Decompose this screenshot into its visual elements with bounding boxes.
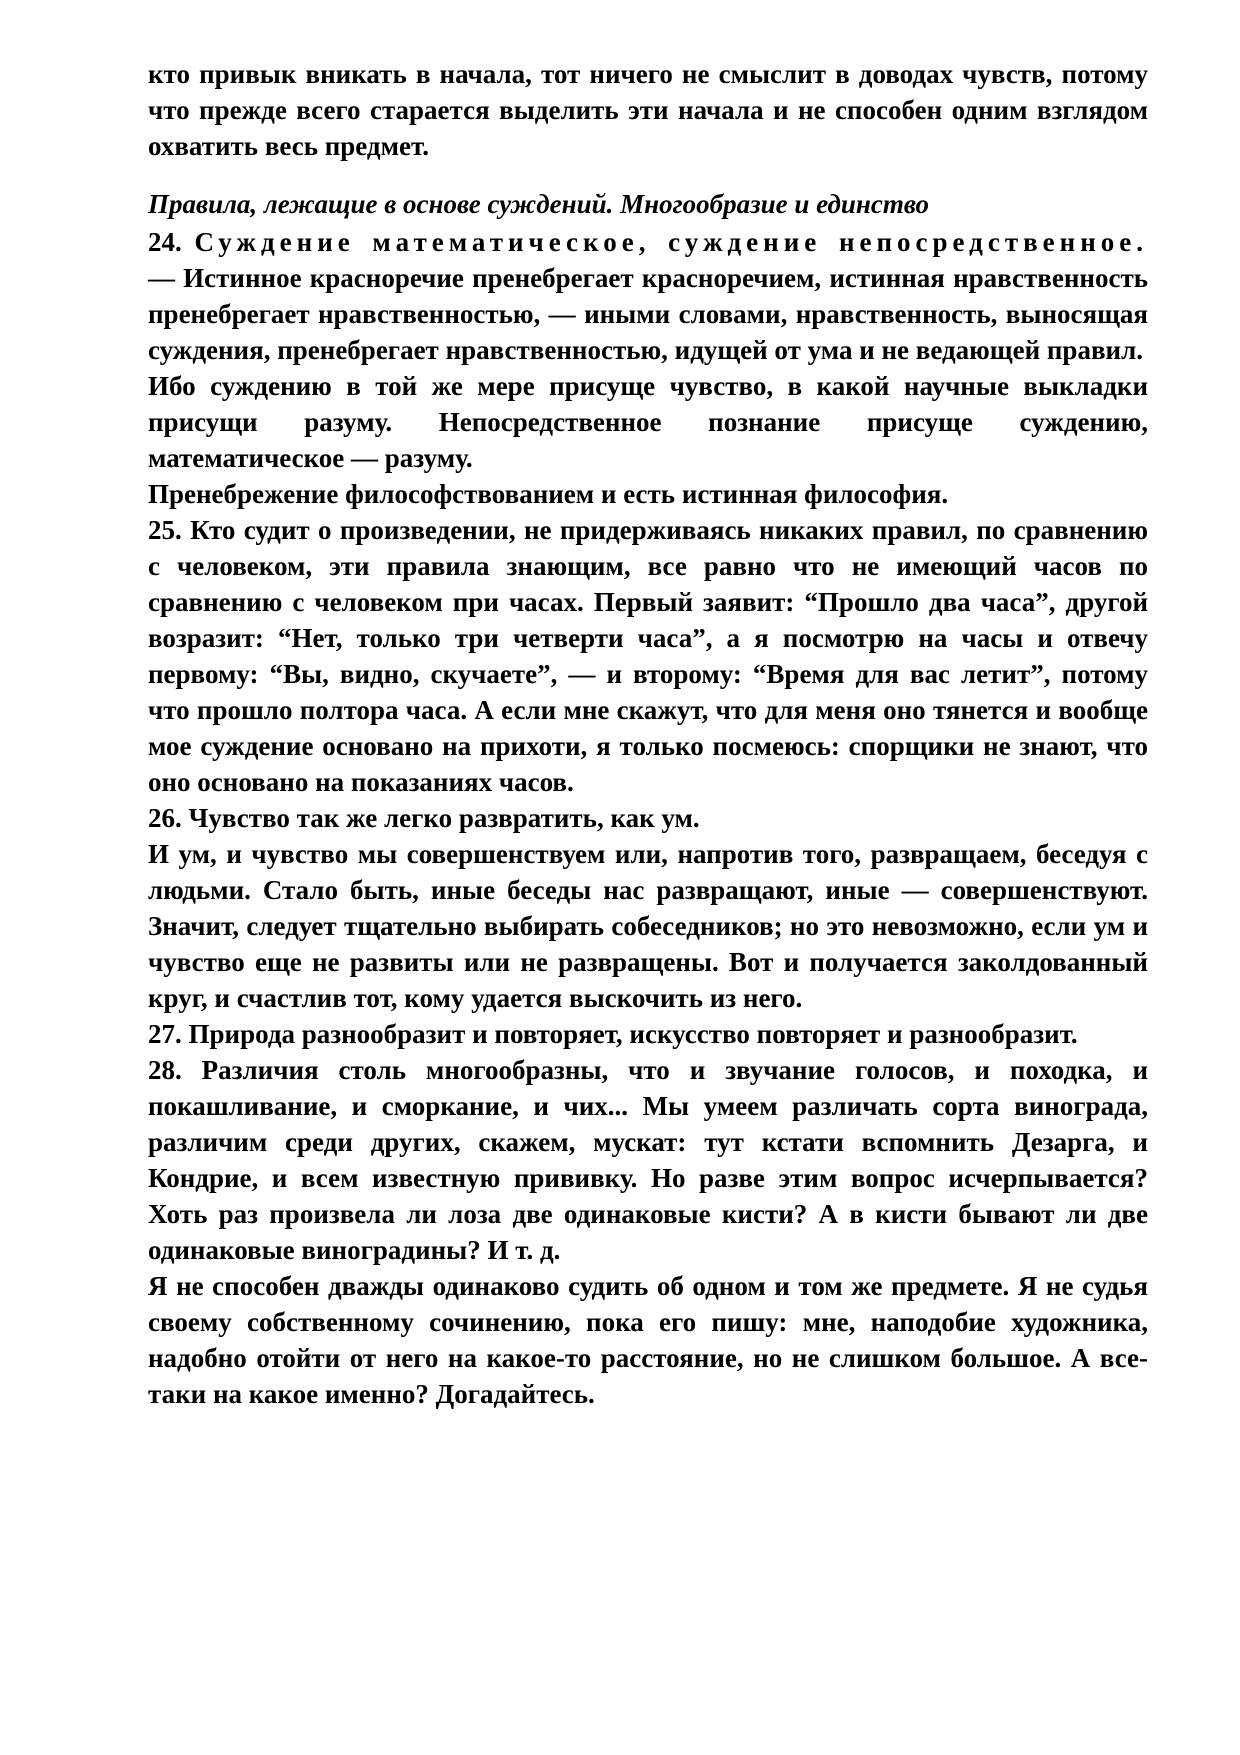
paragraph-27: 27. Природа разнообразит и повторяет, искусство повторяет и разнообразит. [148,1019,1078,1049]
paragraph-24-spaced-term: Суждение математическое, суждение непосредственное. [194,227,1148,257]
paragraph-25: 25. Кто судит о произведении, не придерживаясь никаких правил, по сравнению с человеком, эти правила знающим, все равно что не имеющий часов по сравнению с человеком при часах. Первый заявит: “Прошло два часа”, другой возразит: “Нет, только три четверти часа”, а я посмотрю на часы и отвечу первому: “Вы, видно, скучаете”, — и второму: “Время для вас летит”, потому что прошло полтора часа. А если мне скажут, что для меня оно тянется и вообще мое суждение основано на прихоти, я только посмеюсь: спорщики не знают, что оно основано на показаниях часов. [148,515,1148,797]
paragraph-28-a: 28. Различия столь многообразны, что и звучание голосов, и походка, и покашливание, и сморкание, и чих... Мы умеем различать сорта винограда, различим среди других, скажем, мускат: тут кстати вспомнить Дезарга, и Кондрие, и всем известную прививку. Но разве этим вопрос исчерпывается? Хоть раз произвела ли лоза две одинаковые кисти? А в кисти бывают ли две одинаковые виноградины? И т. д. [148,1055,1148,1265]
paragraph-24-body: — Истинное красноречие пренебрегает красноречием, истинная нравственность пренебрегает нравственностью, — иными словами, нравственность, выносящая суждения, пренебрегает нравственностью, идущей от ума и не ведающей правил. [148,263,1148,365]
paragraph-24-c: Пренебрежение философствованием и есть истинная философия. [148,479,949,509]
paragraph-24 [148,224,1148,368]
section-heading: Правила, лежащие в основе суждений. Многообразие и единство [148,189,930,219]
document-page [148,56,1148,1412]
paragraph-28-b: Я не способен дважды одинаково судить об одном и том же предмете. Я не судья своему собственному сочинению, пока его пишу: мне, наподобие художника, надобно отойти от него на какое-то расстояние, но не слишком большое. А все-таки на какое именно? Догадайтесь. [148,1271,1148,1409]
paragraph-26-b: И ум, и чувство мы совершенствуем или, напротив того, развращаем, беседуя с людьми. Стало быть, иные беседы нас развращают, иные — совершенствуют. Значит, следует тщательно выбирать собеседников; но это невозможно, если ум и чувство еще не развиты или не развращены. Вот и получается заколдованный круг, и счастлив тот, кому удается выскочить из него. [148,839,1148,1013]
paragraph-24-number: 24. [148,227,182,257]
paragraph-24-b: Ибо суждению в той же мере присуще чувство, в какой научные выкладки присущи разуму. Непосредственное познание присуще суждению, математическое — разуму. [148,371,1148,473]
paragraph-26-a: 26. Чувство так же легко развратить, как ум. [148,803,700,833]
intro-paragraph: кто привык вникать в начала, тот ничего не смыслит в доводах чувств, потому что прежде всего старается выделить эти начала и не способен одним взглядом охватить весь предмет. [148,59,1148,161]
